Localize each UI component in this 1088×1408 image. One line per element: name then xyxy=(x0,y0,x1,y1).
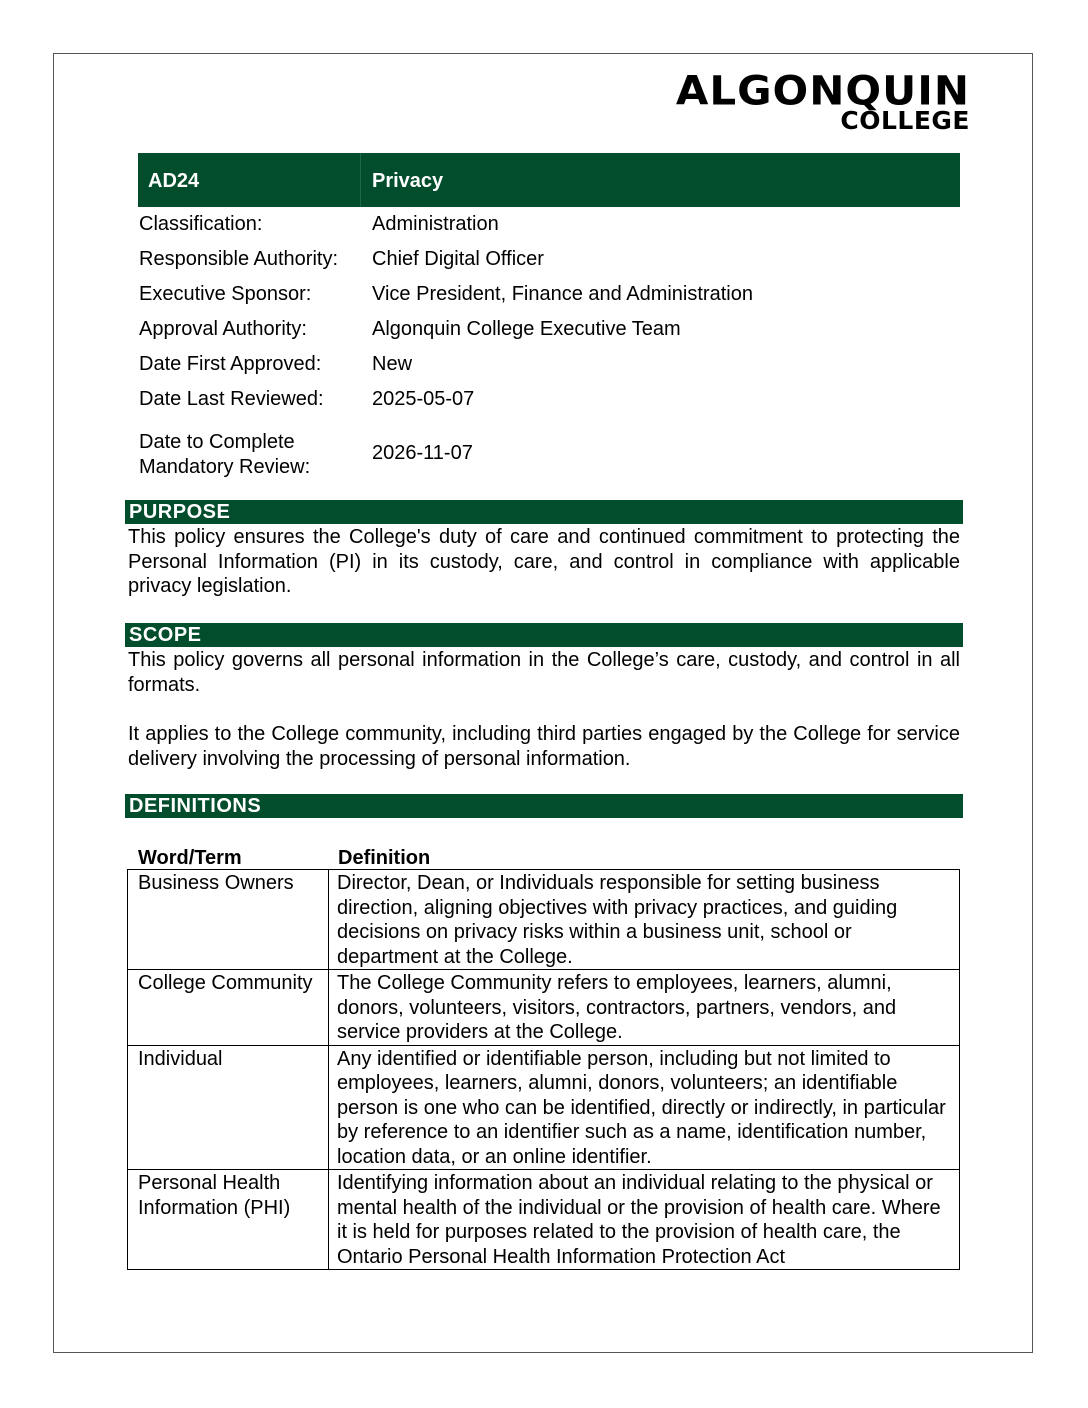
definition-cell: The College Community refers to employees, learners, alumni, donors, volunteers, visitors, contractors, partners, vendors, and service providers at the College. xyxy=(329,970,960,1046)
scope-paragraph-2: It applies to the College community, including third parties engaged by the College for service delivery involving the processing of personal information. xyxy=(128,723,960,770)
meta-value: Chief Digital Officer xyxy=(372,248,544,270)
section-heading-scope xyxy=(125,623,963,647)
definition-cell: Any identified or identifiable person, including but not limited to employees, learners, alumni, donors, volunteers; an identifiable person is one who can be identified, directly or indirectly, in particular by reference to an identifier such as a name, identification number, location data, or an online identifier. xyxy=(329,1045,960,1170)
purpose-text: This policy ensures the College's duty of care and continued commitment to protecting the Personal Information (PI) in its custody, care, and control in compliance with applicable privacy legislation. xyxy=(128,526,960,597)
definitions-table xyxy=(127,869,960,1270)
definitions-column-definition: Definition xyxy=(338,847,431,869)
section-heading-text: DEFINITIONS xyxy=(129,795,262,817)
table-row xyxy=(128,970,960,1046)
meta-row-date-last-reviewed xyxy=(138,386,960,421)
meta-value: Administration xyxy=(372,213,499,235)
meta-label: Executive Sponsor: xyxy=(139,283,312,305)
definitions-column-term: Word/Term xyxy=(138,847,242,869)
meta-label: Classification: xyxy=(139,213,263,235)
meta-row-executive-sponsor xyxy=(138,281,960,316)
meta-row-responsible-authority xyxy=(138,246,960,281)
meta-row-classification xyxy=(138,211,960,246)
logo-main-text: ALGONQUIN xyxy=(675,67,970,114)
policy-header xyxy=(138,153,960,207)
term-cell: Individual xyxy=(128,1045,329,1170)
policy-code: AD24 xyxy=(148,170,200,192)
policy-metadata xyxy=(138,211,960,479)
term-cell: Business Owners xyxy=(128,870,329,970)
logo-sub-text: COLLEGE xyxy=(840,106,970,135)
definition-cell: Identifying information about an individual relating to the physical or mental health of the individual or the provision of health care. Where it is held for purposes related to the provision of health care, the Ontario Personal Health Information Protection Act xyxy=(329,1170,960,1270)
meta-value: 2026-11-07 xyxy=(372,442,473,464)
meta-value: 2025-05-07 xyxy=(372,388,475,410)
college-logo xyxy=(675,67,970,135)
section-heading-purpose xyxy=(125,500,963,524)
meta-value: Algonquin College Executive Team xyxy=(372,318,681,340)
term-cell: College Community xyxy=(128,970,329,1046)
section-heading-definitions xyxy=(125,794,963,818)
term-cell: Personal Health Information (PHI) xyxy=(128,1170,329,1270)
meta-label: Approval Authority: xyxy=(139,318,307,340)
meta-row-approval-authority xyxy=(138,316,960,351)
section-heading-text: SCOPE xyxy=(129,624,202,646)
meta-label: Date to Complete Mandatory Review: xyxy=(139,431,311,478)
definition-cell: Director, Dean, or Individuals responsible for setting business direction, aligning objectives with privacy practices, and guiding decisions on privacy risks within a business unit, school or department at the College. xyxy=(329,870,960,970)
section-heading-text: PURPOSE xyxy=(129,501,231,523)
table-row xyxy=(128,870,960,970)
meta-value: New xyxy=(372,353,413,375)
meta-row-date-first-approved xyxy=(138,351,960,386)
scope-paragraph-1: This policy governs all personal information in the College’s care, custody, and control in all formats. xyxy=(128,649,960,696)
meta-value: Vice President, Finance and Administration xyxy=(372,283,753,305)
policy-title: Privacy xyxy=(372,170,444,192)
header-divider xyxy=(360,153,361,207)
table-row xyxy=(128,1045,960,1170)
table-row xyxy=(128,1170,960,1270)
meta-label: Responsible Authority: xyxy=(139,248,339,270)
meta-label: Date First Approved: xyxy=(139,353,322,375)
meta-row-mandatory-review xyxy=(138,421,960,479)
meta-label: Date Last Reviewed: xyxy=(139,388,324,410)
